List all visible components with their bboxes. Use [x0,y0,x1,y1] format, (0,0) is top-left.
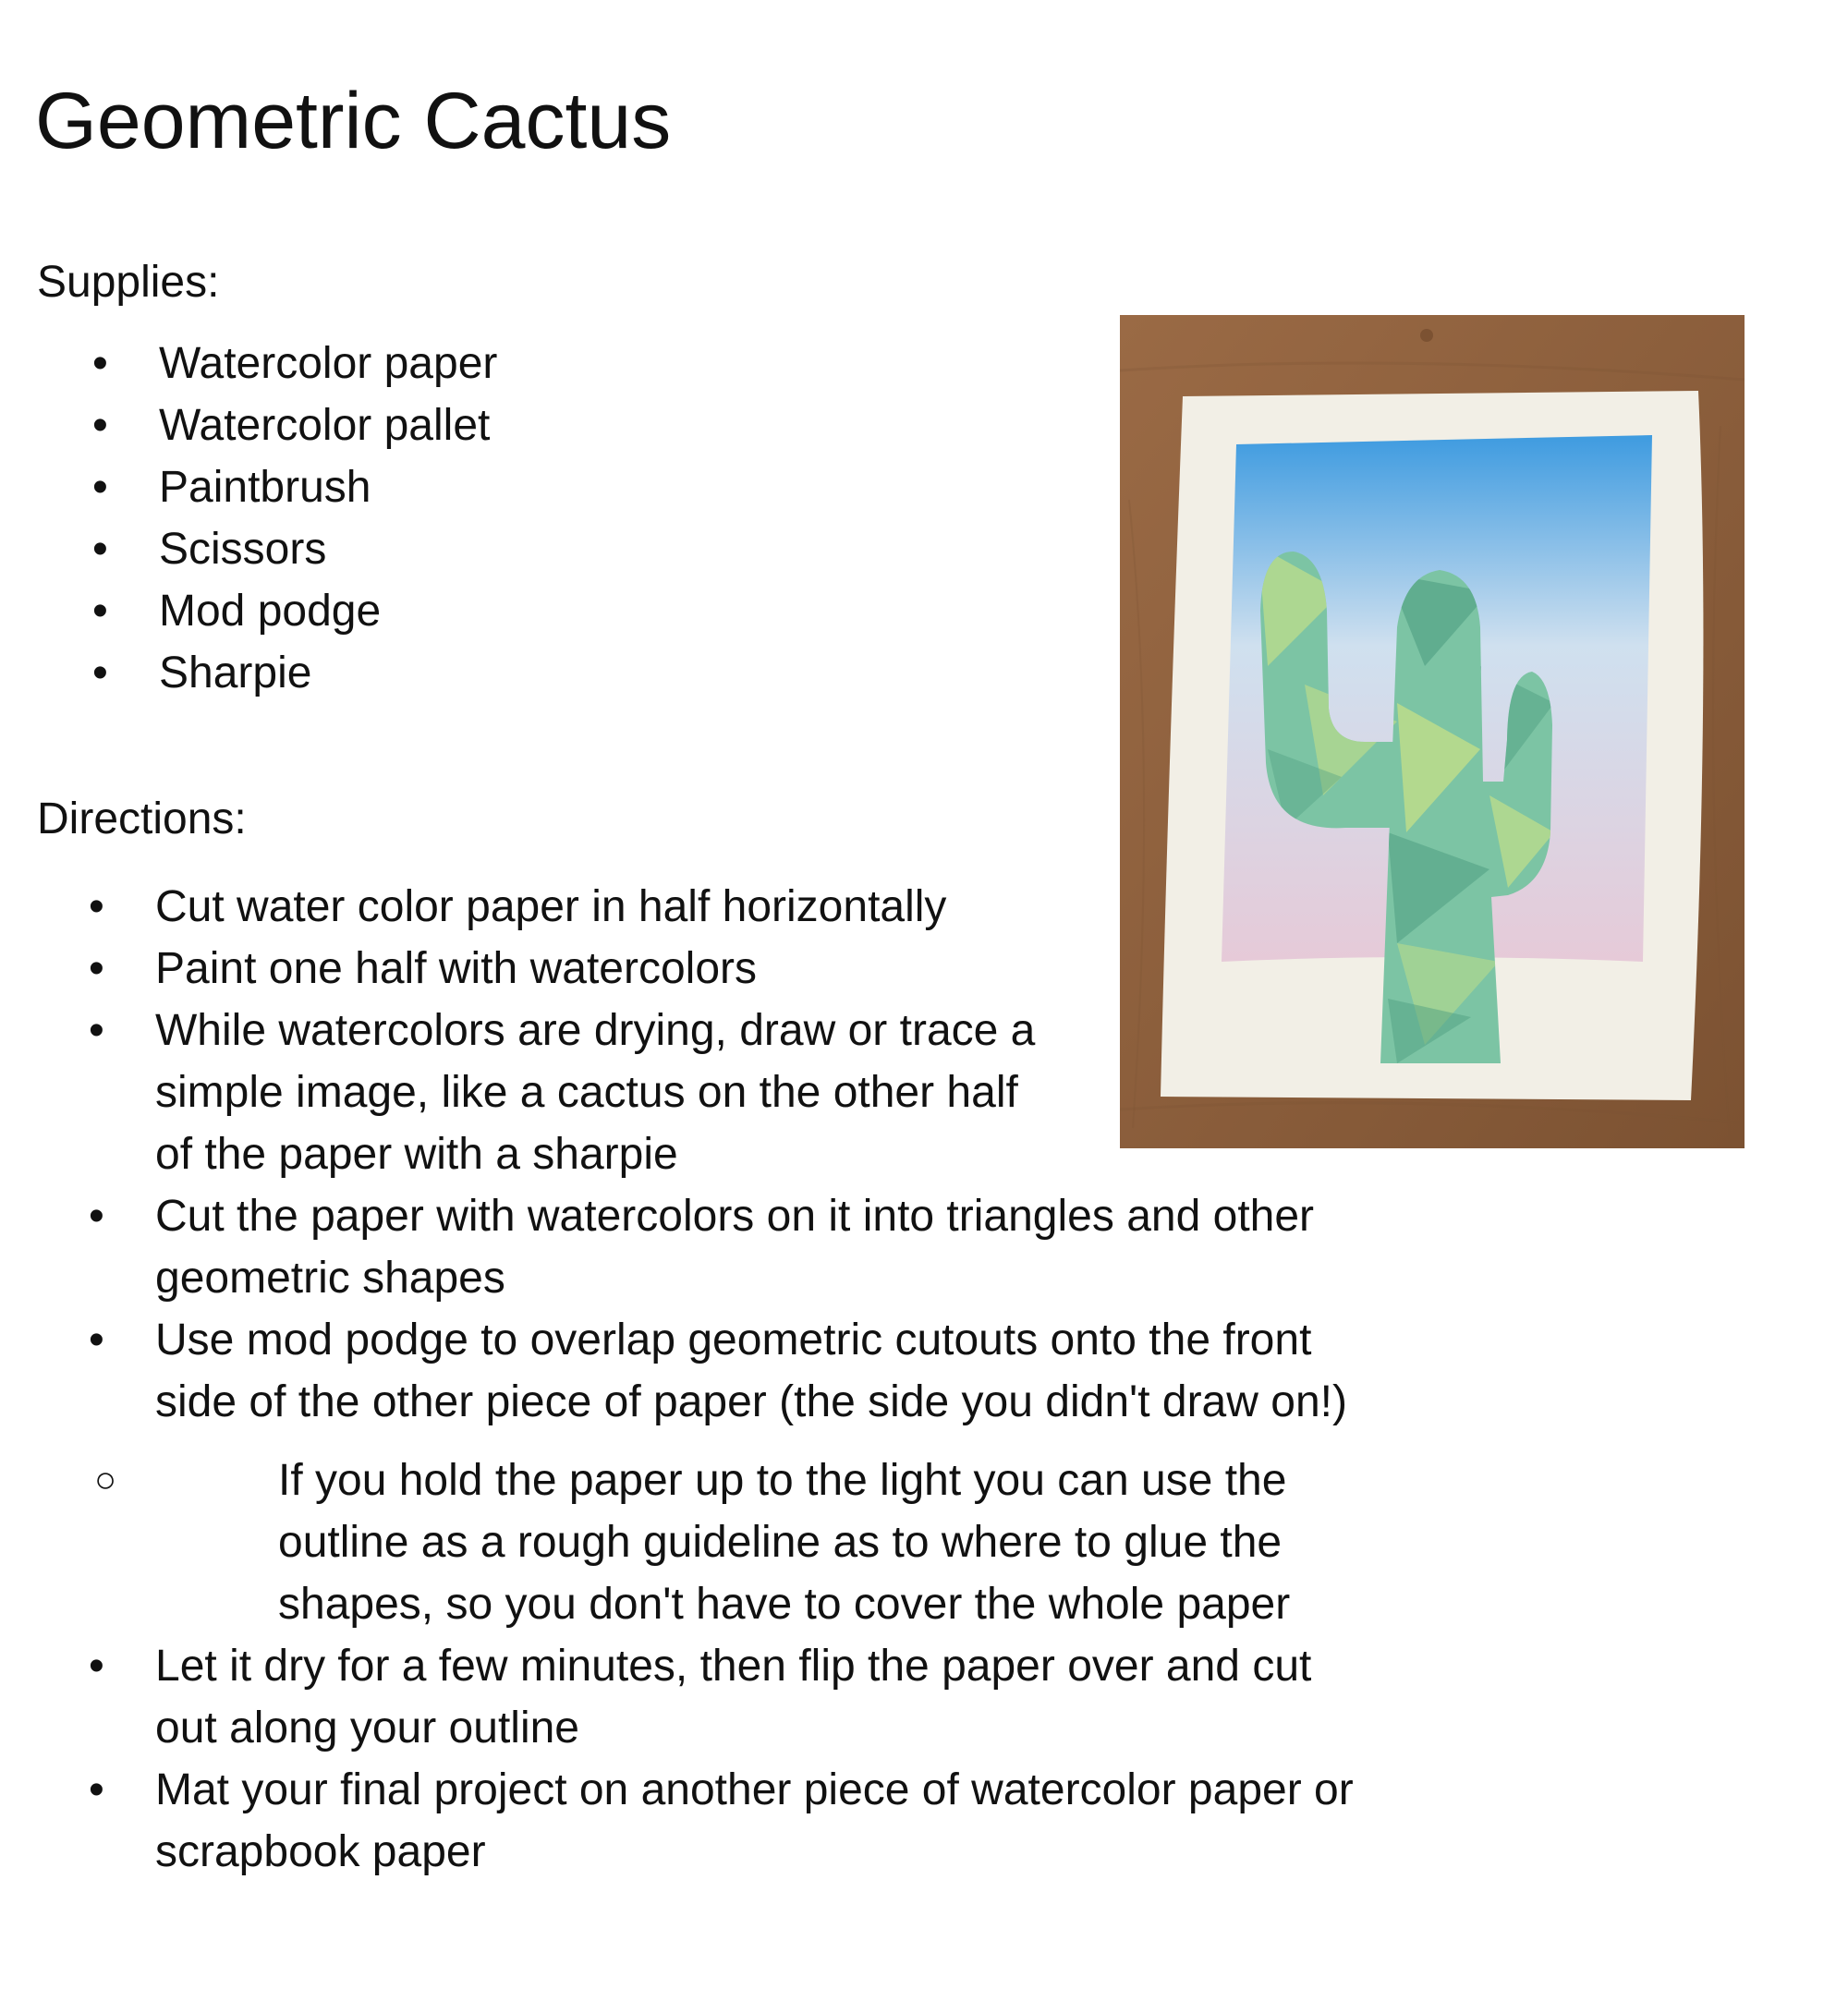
list-item [92,648,497,709]
supply-label: Scissors [159,525,327,574]
direction-step-5-sub [94,1449,1354,1635]
bullet-icon: • [89,1642,104,1691]
step-text-line: If you hold the paper up to the light you can use the [278,1456,1287,1505]
circle-bullet-icon: ○ [94,1460,117,1500]
step-text-line: side of the other piece of paper (the side you didn't draw on!) [155,1377,1347,1426]
step-text-line: outline as a rough guideline as to where to glue the [278,1518,1283,1567]
cactus-artwork-photo [1120,315,1745,1148]
step-text-line: scrapbook paper [155,1827,486,1876]
step-text: Cut water color paper in half horizontally [155,882,947,931]
bullet-icon: • [92,401,108,450]
bullet-icon: • [92,649,108,697]
bullet-icon: • [89,882,104,931]
bullet-icon: • [92,587,108,636]
direction-step-6 [89,1635,1354,1759]
bullet-icon: • [89,1192,104,1241]
supplies-heading: Supplies: [37,258,220,307]
supply-label: Sharpie [159,649,312,697]
bullet-icon: • [89,1006,104,1055]
supply-label: Mod podge [159,587,382,636]
step-text-line: Cut the paper with watercolors on it into triangles and other [155,1192,1315,1241]
supply-label: Watercolor pallet [159,401,491,450]
page-title: Geometric Cactus [35,77,672,165]
list-item [92,462,497,524]
step-text-line: of the paper with a sharpie [155,1130,678,1179]
step-text-line: geometric shapes [155,1254,505,1303]
list-item [92,524,497,586]
step-text-line: Let it dry for a few minutes, then flip the paper over and cut [155,1642,1312,1691]
supplies-list [92,338,498,709]
bullet-icon: • [89,1316,104,1364]
bullet-icon: • [89,1765,104,1814]
direction-step-7 [89,1759,1354,1883]
list-item [92,338,498,400]
step-text-line: simple image, like a cactus on the other half [155,1068,1018,1117]
step-text-line: While watercolors are drying, draw or trace a [155,1006,1036,1055]
list-item [92,400,497,462]
supply-label: Watercolor paper [159,339,498,388]
direction-step-5 [89,1309,1354,1433]
step-text-line: out along your outline [155,1704,579,1752]
spacer [155,1433,1354,1449]
bullet-icon: • [89,944,104,993]
directions-heading: Directions: [37,794,247,843]
bullet-icon: • [92,525,108,574]
step-text-line: shapes, so you don't have to cover the whole paper [278,1580,1291,1629]
wood-knot [1420,329,1433,342]
bullet-icon: • [92,463,108,512]
direction-step-4 [89,1185,1354,1309]
bullet-icon: • [92,339,108,388]
step-text-line: Use mod podge to overlap geometric cutouts onto the front [155,1316,1312,1364]
step-text-line: Mat your final project on another piece of watercolor paper or [155,1765,1354,1814]
list-item [92,586,497,648]
supply-label: Paintbrush [159,463,371,512]
step-text: Paint one half with watercolors [155,944,757,993]
